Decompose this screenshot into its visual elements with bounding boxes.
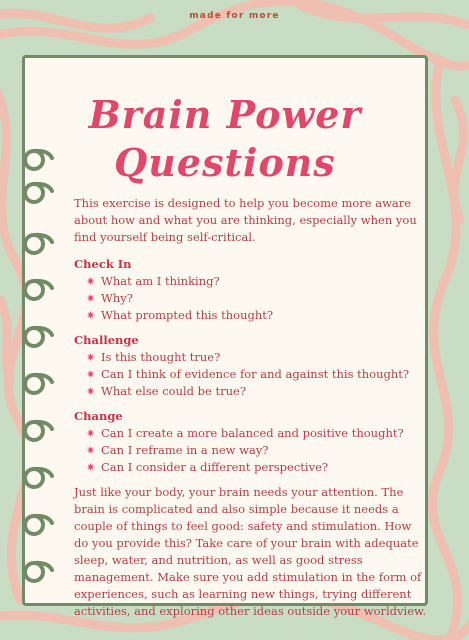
question-item — [86, 459, 428, 476]
asterisk-bullet-icon: ✷ — [86, 368, 96, 381]
intro-paragraph: This exercise is designed to help you become more aware about how and what you are thinking, especially when you find yourself being self-critical. — [74, 196, 417, 244]
page-title-line1: Brain Power — [88, 92, 362, 137]
section-title: Change — [74, 409, 123, 423]
asterisk-bullet-icon: ✷ — [86, 427, 96, 440]
question-item — [86, 366, 428, 383]
section-title: Check In — [74, 257, 132, 271]
asterisk-bullet-icon: ✷ — [86, 444, 96, 457]
page-title-line2: Questions — [114, 140, 336, 185]
question-text: Can I think of evidence for and against this thought? — [101, 367, 410, 381]
question-text: Can I reframe in a new way? — [101, 443, 269, 457]
asterisk-bullet-icon: ✷ — [86, 292, 96, 305]
question-item — [86, 442, 428, 459]
section-change — [74, 408, 428, 476]
question-text: Why? — [101, 291, 133, 305]
question-text: Is this thought true? — [101, 350, 221, 364]
question-item — [86, 273, 428, 290]
brand-wordmark: made for more — [189, 11, 280, 21]
question-item — [86, 349, 428, 366]
section-check-in — [74, 256, 428, 324]
question-item — [86, 307, 428, 324]
question-text: What else could be true? — [101, 384, 246, 398]
question-text: Can I create a more balanced and positive thought? — [101, 426, 404, 440]
section-title: Challenge — [74, 333, 139, 347]
question-list — [74, 273, 428, 324]
question-list — [74, 349, 428, 400]
asterisk-bullet-icon: ✷ — [86, 275, 96, 288]
question-item — [86, 290, 428, 307]
question-text: What prompted this thought? — [101, 308, 274, 322]
question-text: What am I thinking? — [101, 274, 220, 288]
page-content — [74, 195, 428, 620]
question-text: Can I consider a different perspective? — [101, 460, 329, 474]
section-challenge — [74, 332, 428, 400]
question-item — [86, 425, 428, 442]
asterisk-bullet-icon: ✷ — [86, 385, 96, 398]
asterisk-bullet-icon: ✷ — [86, 351, 96, 364]
question-item — [86, 383, 428, 400]
asterisk-bullet-icon: ✷ — [86, 461, 96, 474]
closing-paragraph: Just like your body, your brain needs your attention. The brain is complicated and also simple because it needs a couple of things to feel good: safety and stimulation. How do you provide this? Take care of your brain with adequate sleep, water, and nutrition, as well as good stress management. Make sure you add stimulation in the form of experiences, such as learning new things, trying different activities, and exploring other ideas outside your worldview. — [74, 485, 427, 618]
question-list — [74, 425, 428, 476]
asterisk-bullet-icon: ✷ — [86, 309, 96, 322]
